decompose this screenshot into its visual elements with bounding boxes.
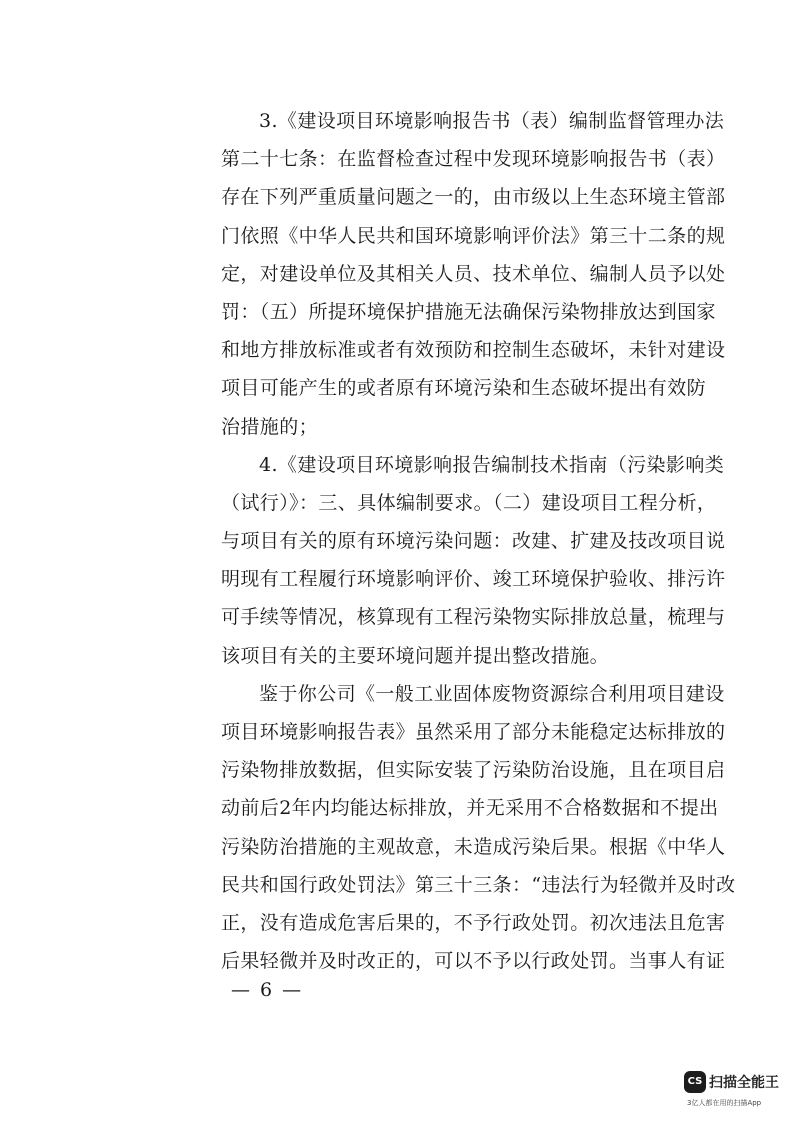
text-line: 第二十七条：在监督检查过程中发现环境影响报告书（表） [221,148,726,171]
text-line: 治措施的； [221,415,319,438]
watermark-app-name: 扫描全能王 [709,1075,779,1091]
text-line: （试行）》：三、具体编制要求。（二）建设项目工程分析， [221,491,717,514]
text-line: 鉴于你公司《一般工业固体废物资源综合利用项目建设 [259,682,725,705]
text-line: 3.《建设项目环境影响报告书（表）编制监督管理办法 [259,110,725,132]
text-line: 明现有工程履行环境影响评价、竣工环境保护验收、排污许 [221,568,726,591]
watermark-tagline: 3亿人都在用的扫描App [687,1099,762,1107]
text-line: 后果轻微并及时改正的，可以不予以行政处罚。当事人有证 [221,950,726,973]
text-line: 定，对建设单位及其相关人员、技术单位、编制人员予以处 [221,262,726,285]
text-line: 存在下列严重质量问题之一的，由市级以上生态环境主管部 [221,186,726,209]
document-body [221,102,736,980]
text-line: 和地方排放标准或者有效预防和控制生态破坏，未针对建设 [221,339,726,362]
text-line: 罚：（五）所提环境保护措施无法确保污染物排放达到国家 [221,300,716,323]
scanner-watermark [684,1071,788,1113]
text-line: 正，没有造成危害后果的，不予行政处罚。初次违法且危害 [221,911,726,934]
text-line: 污染防治措施的主观故意，未造成污染后果。根据《中华人 [221,835,726,858]
text-line: 4.《建设项目环境影响报告编制技术指南（污染影响类 [259,453,725,476]
text-line: 门依照《中华人民共和国环境影响评价法》第三十二条的规 [221,224,726,247]
camscanner-logo-icon: CS [684,1071,706,1093]
text-line: 民共和国行政处罚法》第三十三条：“违法行为轻微并及时改 [221,873,736,896]
text-line: 污染物排放数据，但实际安装了污染防治设施，且在项目启 [221,759,726,782]
text-line: 项目环境影响报告表》虽然采用了部分未能稳定达标排放的 [221,721,726,743]
text-line: 可手续等情况，核算现有工程污染物实际排放总量，梳理与 [221,606,726,629]
text-line: 动前后2年内均能达标排放，并无采用不合格数据和不提出 [221,797,719,820]
text-line: 该项目有关的主要环境问题并提出整改措施。 [221,644,610,667]
text-line: 项目可能产生的或者原有环境污染和生态破坏提出有效防 [221,377,707,400]
text-line: 与项目有关的原有环境污染问题：改建、扩建及技改项目说 [221,530,726,553]
page-number: — 6 — [231,979,304,1001]
